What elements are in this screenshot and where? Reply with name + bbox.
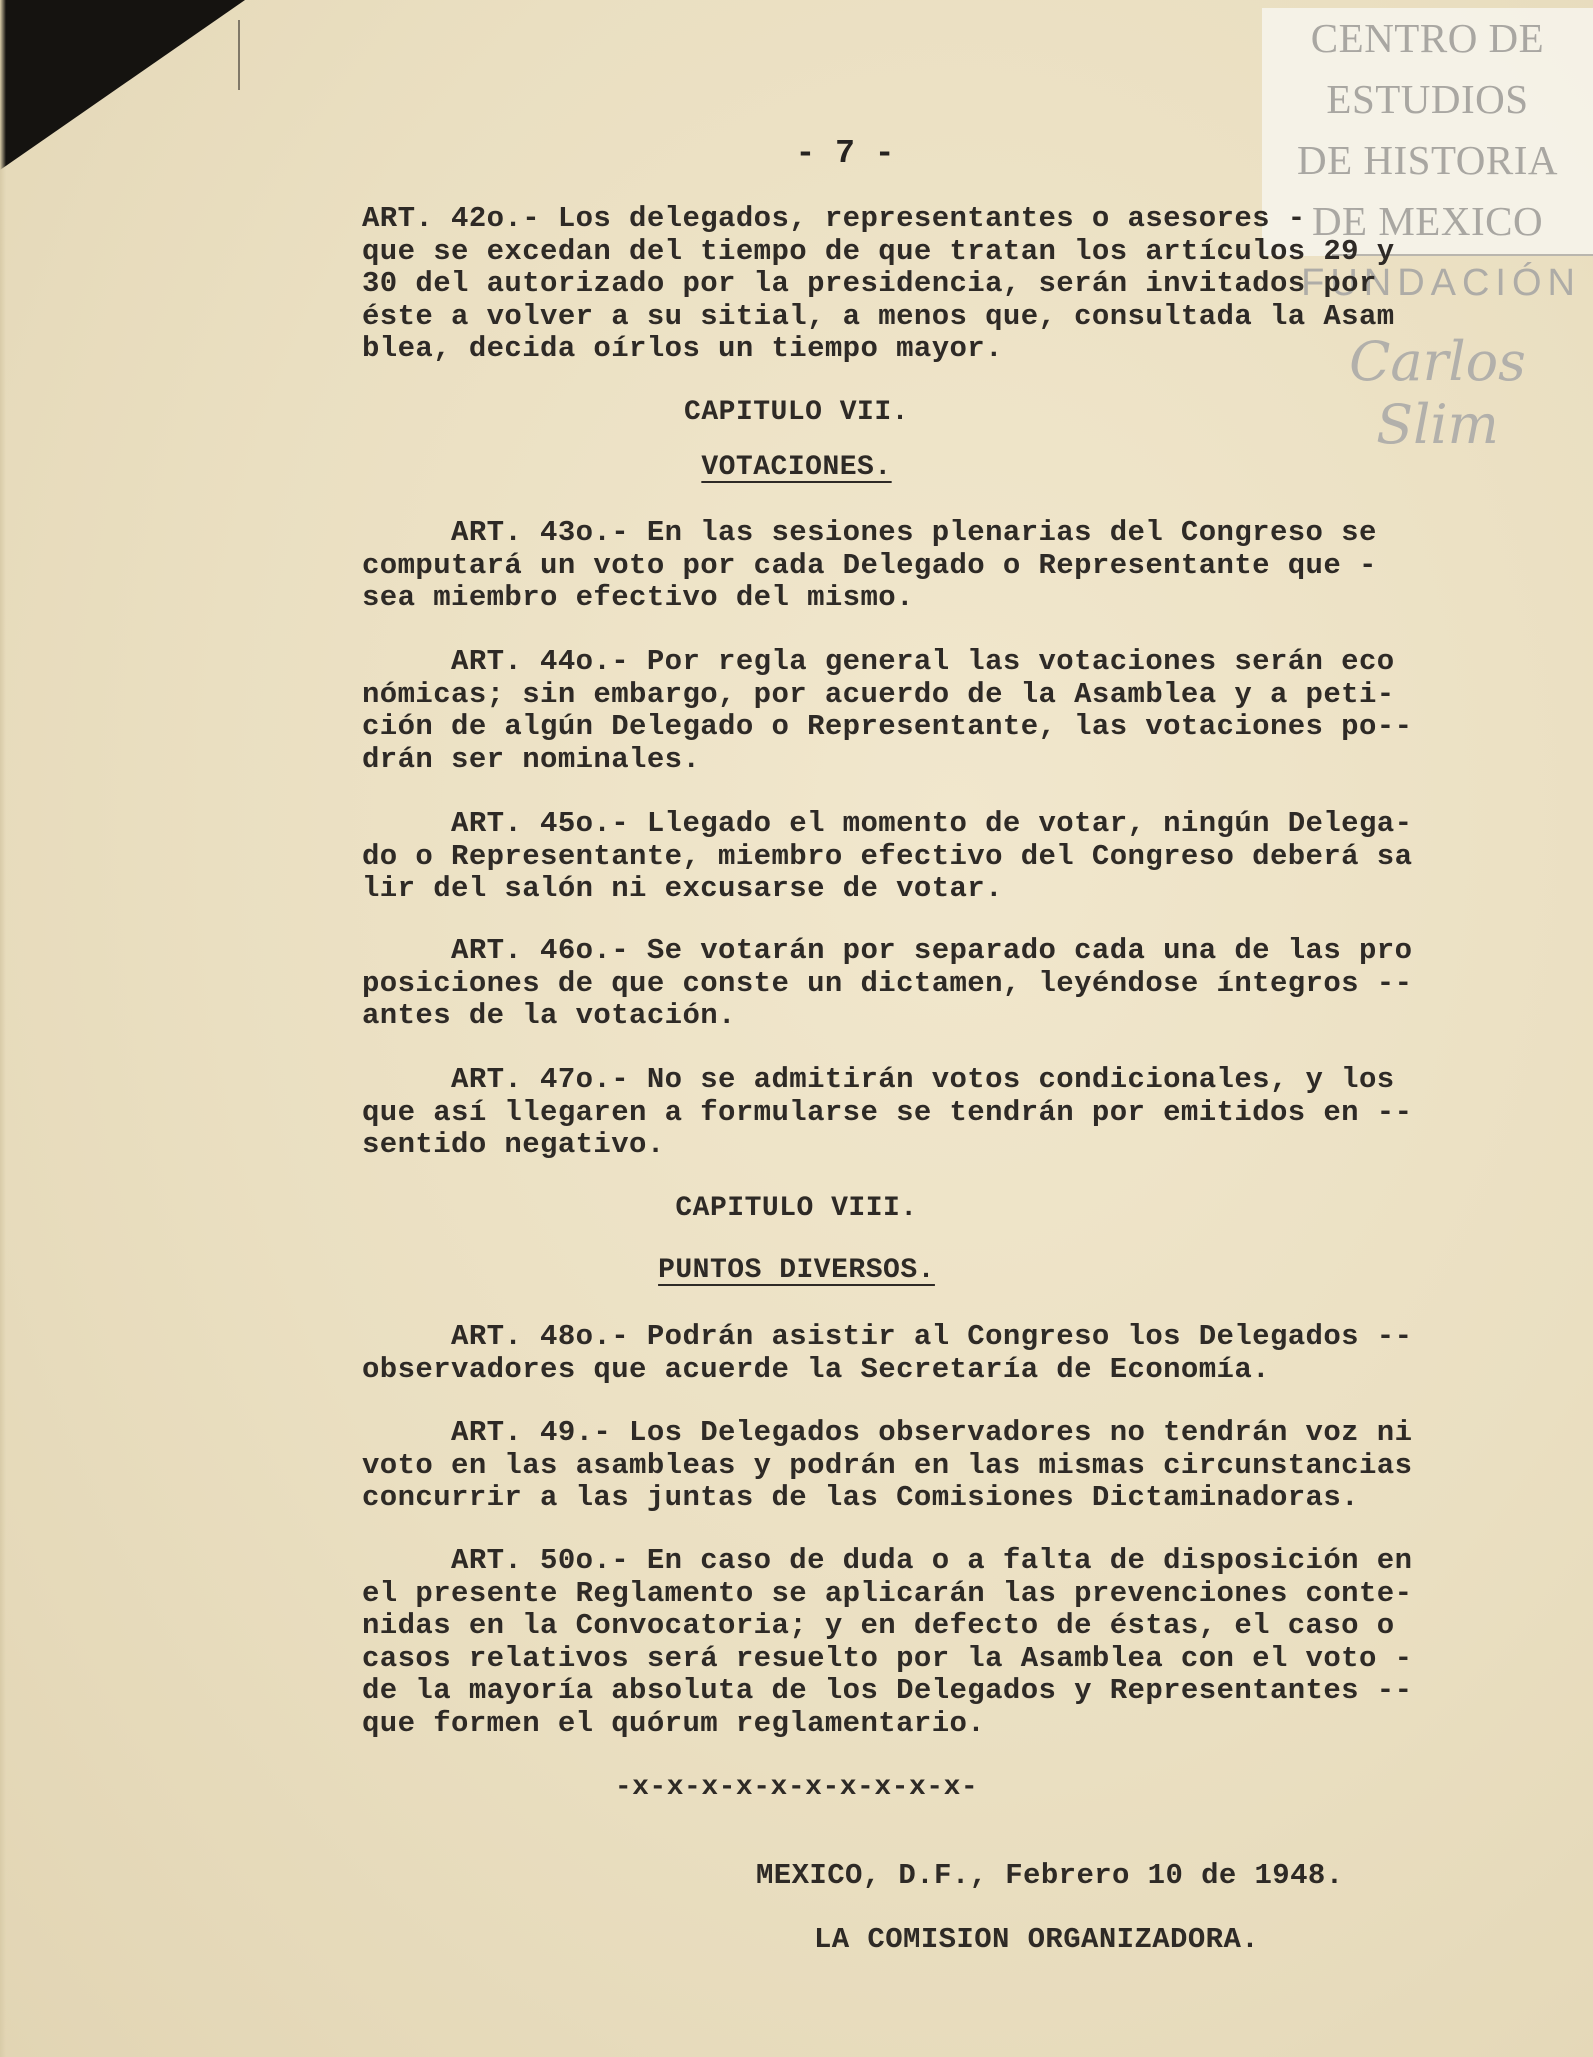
article-44: ART. 44o.- Por regla general las votaciones serán eco nómicas; sin embargo, por acuerdo de la Asamblea y a peti- ción de algún Delegado o Representante, las votaciones po-- drán ser nominales. — [362, 645, 1413, 776]
article-48: ART. 48o.- Podrán asistir al Congreso los Delegados -- observadores que acuerde la Secretaría de Economía. — [362, 1320, 1413, 1386]
watermark-line: DE HISTORIA — [1297, 137, 1558, 183]
pen-mark — [238, 20, 240, 90]
place-date: MEXICO, D.F., Febrero 10 de 1948. — [756, 1859, 1344, 1892]
chapter-title: PUNTOS DIVERSOS. — [658, 1255, 935, 1286]
watermark-line: DE MEXICO — [1311, 198, 1544, 244]
section-separator: -x-x-x-x-x-x-x-x-x-x- — [614, 1772, 979, 1803]
page-edge — [0, 0, 6, 2057]
chapter-title: VOTACIONES. — [701, 452, 892, 483]
watermark-foundation: FUNDACIÓN — [1301, 262, 1581, 304]
watermark-line: ESTUDIOS — [1326, 76, 1529, 122]
chapter-heading: CAPITULO VIII. — [675, 1193, 918, 1224]
chapter-heading: CAPITULO VII. — [684, 397, 909, 428]
page-number: - 7 - — [795, 135, 895, 172]
signatory: LA COMISION ORGANIZADORA. — [814, 1923, 1260, 1956]
article-42: ART. 42o.- Los delegados, representantes o asesores - que se excedan del tiempo de que tratan los artículos 29 y 30 del autorizado por la presidencia, serán invitados por éste a volver a su sitial, a menos que, consultada la Asam blea, decida oírlos un tiempo mayor. — [362, 202, 1395, 365]
article-45: ART. 45o.- Llegado el momento de votar, ningún Delega- do o Representante, miembro efectivo del Congreso deberá sa lir del salón ni excusarse de votar. — [362, 807, 1413, 905]
article-43: ART. 43o.- En las sesiones plenarias del Congreso se computará un voto por cada Delegado o Representante que - sea miembro efectivo del mismo. — [362, 516, 1377, 614]
article-47: ART. 47o.- No se admitirán votos condicionales, y los que así llegaren a formularse se tendrán por emitidos en -- sentido negativo. — [362, 1063, 1413, 1161]
article-46: ART. 46o.- Se votarán por separado cada una de las pro posiciones de que conste un dictamen, leyéndose íntegros -- antes de la votación. — [362, 934, 1413, 1032]
watermark-line: CENTRO DE — [1310, 15, 1545, 61]
article-50: ART. 50o.- En caso de duda o a falta de disposición en el presente Reglamento se aplicarán las prevenciones conte- nidas en la Convocatoria; y en defecto de éstas, el caso o casos relativos será resuelto por la Asamblea con el voto - de la mayoría absoluta de los Delegados y Representantes -- que formen el quórum reglamentario. — [362, 1544, 1413, 1740]
watermark-signature: Carlos Slim — [1349, 330, 1526, 456]
article-49: ART. 49.- Los Delegados observadores no tendrán voz ni voto en las asambleas y podrán en las mismas circunstancias concurrir a las juntas de las Comisiones Dictaminadoras. — [362, 1416, 1413, 1514]
folded-corner — [0, 0, 245, 170]
